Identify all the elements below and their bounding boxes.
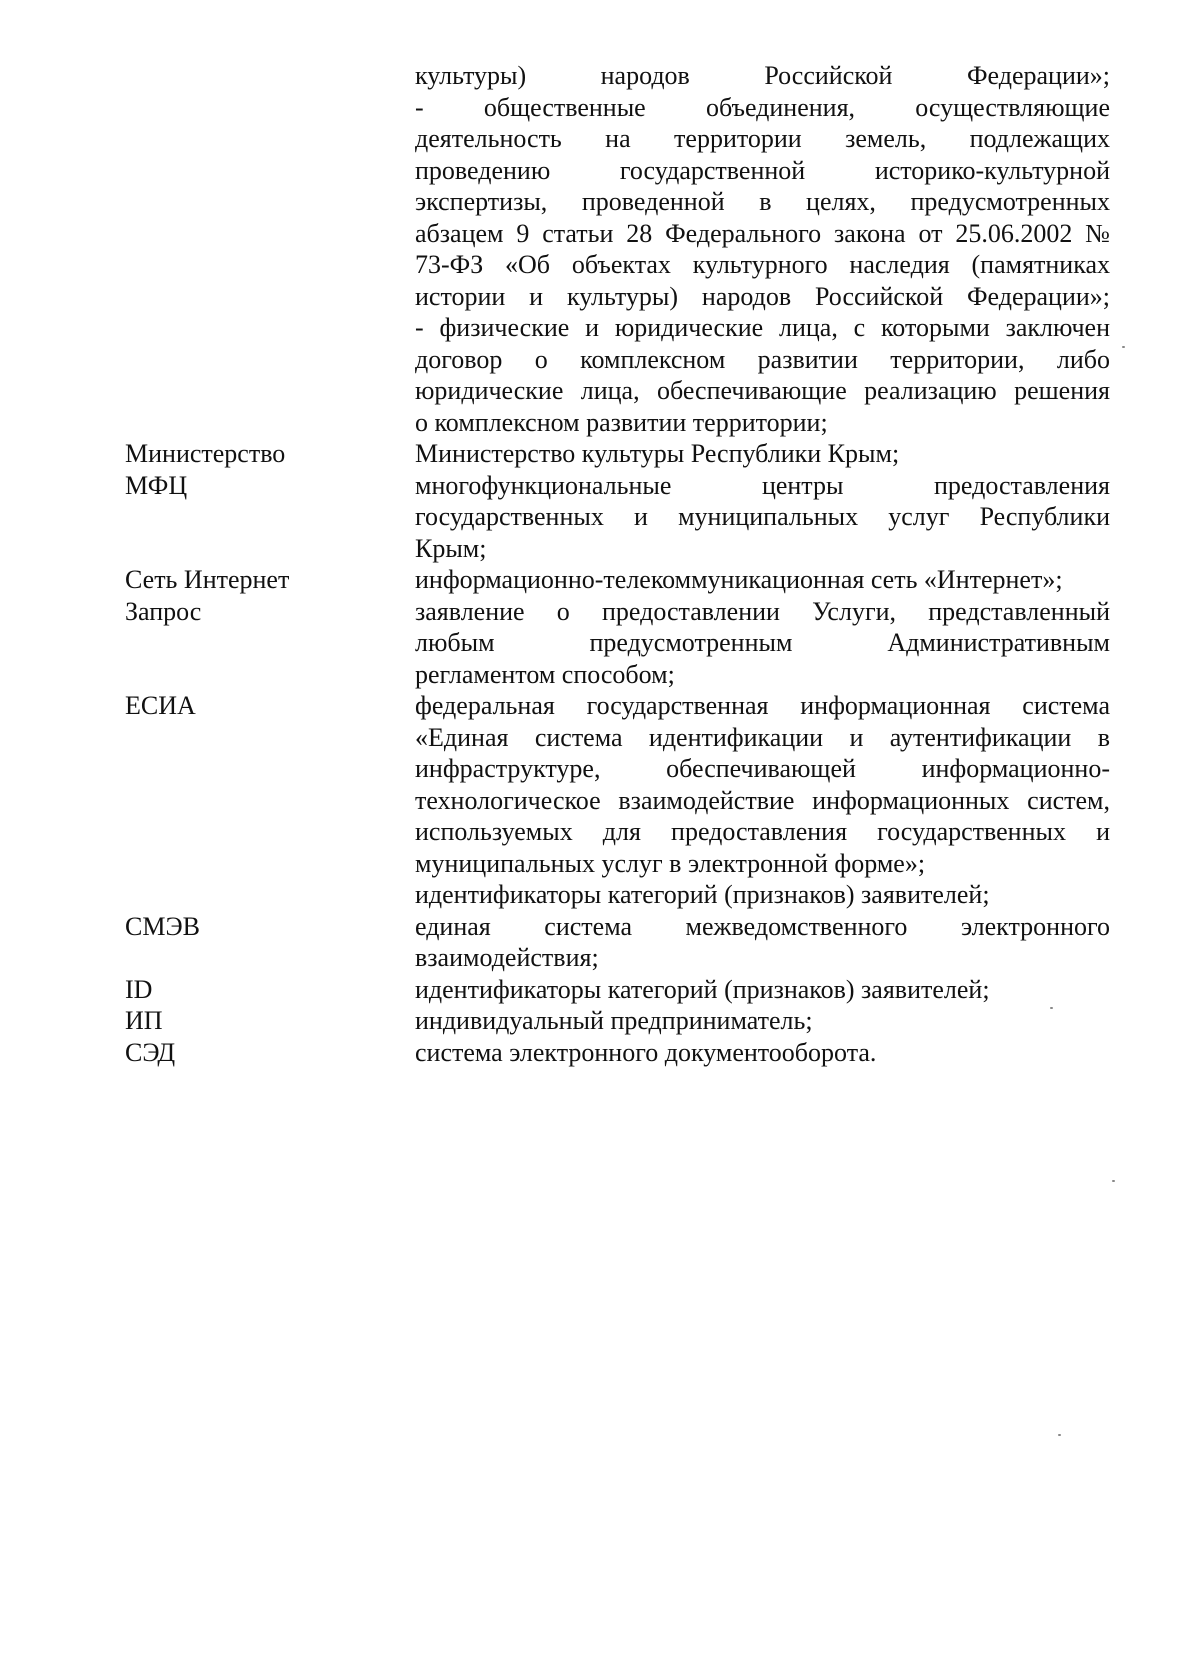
definition-row <box>0 911 1200 974</box>
description-line: о комплексном развитии территории; <box>415 407 828 437</box>
description-line: регламентом способом; <box>415 659 675 689</box>
description-line: единая система межведомственного электронного <box>415 911 1110 941</box>
description-line: Министерство культуры Республики Крым; <box>415 439 900 468</box>
definition-term: МФЦ <box>125 470 188 500</box>
definition-row <box>0 596 1200 691</box>
description-line: - физические и юридические лица, с которыми заключен <box>415 313 1110 342</box>
description-line: государственных и муниципальных услуг Республики <box>415 502 1110 531</box>
definition-row <box>0 564 1200 596</box>
definition-term: СМЭВ <box>125 911 200 941</box>
description-line: технологическое взаимодействие информационных систем, <box>415 785 1110 815</box>
definition-description <box>415 438 1110 470</box>
definition-description <box>415 470 1110 565</box>
description-line: идентификаторы категорий (признаков) заявителей; <box>415 880 990 909</box>
definition-description <box>415 1037 1110 1069</box>
description-line: заявление о предоставлении Услуги, представленный <box>415 596 1110 626</box>
description-line: индивидуальный предприниматель; <box>415 1006 813 1035</box>
description-line: идентификаторы категорий (признаков) заявителей; <box>415 974 990 1004</box>
definition-term: Запрос <box>125 596 202 626</box>
description-line: деятельность на территории земель, подлежащих <box>415 124 1110 153</box>
definition-row <box>0 438 1200 470</box>
description-line: экспертизы, проведенной в целях, предусмотренных <box>415 187 1110 216</box>
description-line: абзацем 9 статьи 28 Федерального закона от 25.06.2002 № <box>415 218 1110 248</box>
definition-description <box>415 690 1110 911</box>
description-line: федеральная государственная информационная система <box>415 691 1110 720</box>
description-line: юридические лица, обеспечивающие реализацию решения <box>415 376 1110 405</box>
scan-speck <box>1050 1007 1053 1009</box>
definition-term: ID <box>125 974 153 1004</box>
description-line: 73-ФЗ «Об объектах культурного наследия (памятниках <box>415 250 1110 279</box>
description-line: инфраструктуре, обеспечивающей информационно- <box>415 754 1110 783</box>
definition-term: ИП <box>125 1006 163 1035</box>
description-line: муниципальных услуг в электронной форме»; <box>415 848 926 878</box>
definition-row <box>0 1037 1200 1069</box>
description-line: система электронного документооборота. <box>415 1037 877 1067</box>
scan-speck <box>1122 346 1125 348</box>
scan-speck <box>1112 1180 1115 1182</box>
definition-description <box>415 60 1110 438</box>
definition-term: СЭД <box>125 1037 176 1067</box>
definition-description <box>415 596 1110 691</box>
definitions-list <box>0 60 1200 1068</box>
definition-row <box>0 60 1200 438</box>
definition-description <box>415 564 1110 596</box>
definition-row <box>0 470 1200 565</box>
definition-row <box>0 690 1200 911</box>
description-line: многофункциональные центры предоставления <box>415 470 1110 500</box>
definition-term: ЕСИА <box>125 691 196 720</box>
definition-description <box>415 911 1110 974</box>
description-line: истории и культуры) народов Российской Федерации»; <box>415 281 1110 311</box>
definition-term: Министерство <box>125 439 286 468</box>
description-line: - общественные объединения, осуществляющие <box>415 92 1110 122</box>
definition-description <box>415 974 1110 1006</box>
definition-description <box>415 1005 1110 1037</box>
description-line: культуры) народов Российской Федерации»; <box>415 61 1110 90</box>
definition-row <box>0 1005 1200 1037</box>
description-line: договор о комплексном развитии территории, либо <box>415 344 1110 374</box>
description-line: Крым; <box>415 533 487 563</box>
definition-term: Сеть Интернет <box>125 565 290 594</box>
description-line: используемых для предоставления государственных и <box>415 817 1110 846</box>
scan-speck <box>1058 1434 1061 1436</box>
description-line: «Единая система идентификации и аутентификации в <box>415 722 1110 752</box>
description-line: взаимодействия; <box>415 943 599 972</box>
definition-row <box>0 974 1200 1006</box>
description-line: информационно-телекоммуникационная сеть «Интернет»; <box>415 565 1063 594</box>
description-line: любым предусмотренным Административным <box>415 628 1110 657</box>
description-line: проведению государственной историко-культурной <box>415 155 1110 185</box>
